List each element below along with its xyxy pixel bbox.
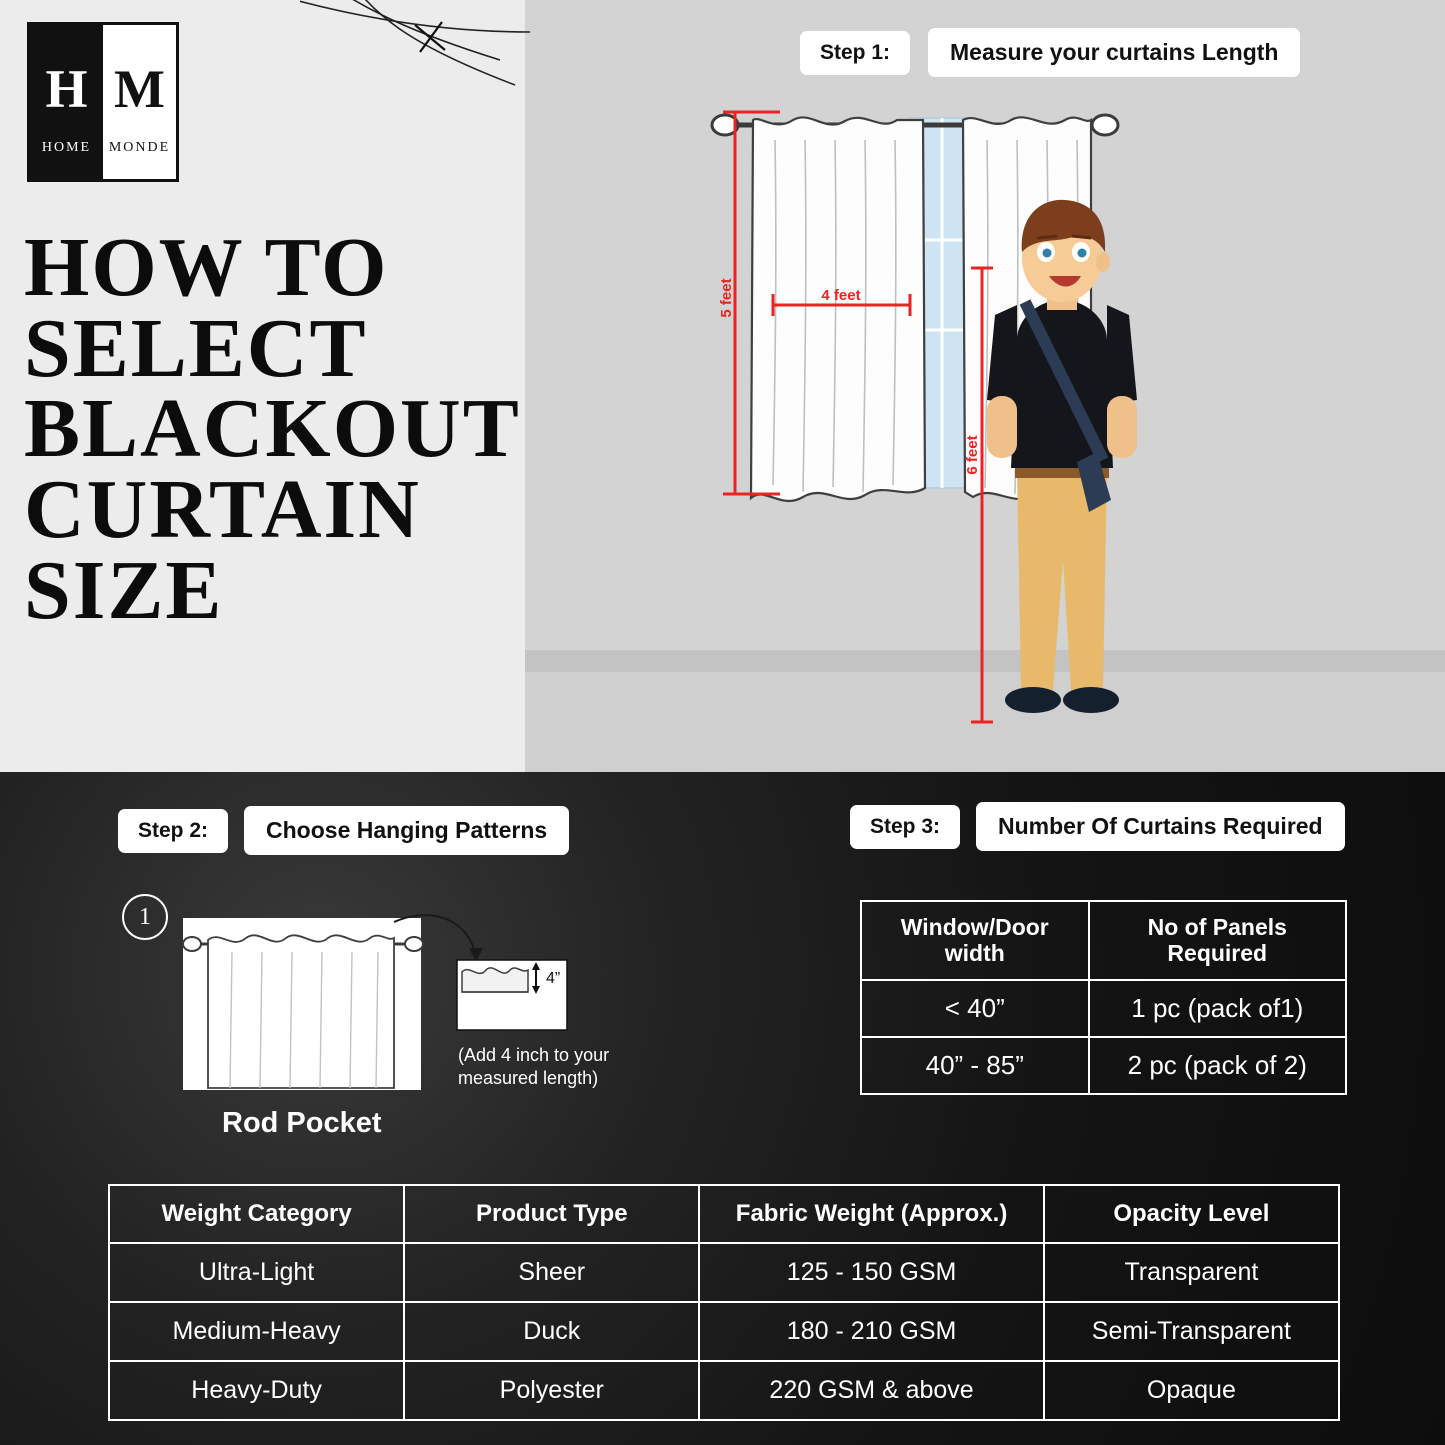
weight-row3-product: Polyester — [404, 1361, 699, 1420]
svg-text:6 feet: 6 feet — [964, 435, 981, 475]
weight-row3-category: Heavy-Duty — [109, 1361, 404, 1420]
step2-badge: Step 2: — [118, 809, 228, 853]
weight-row2-product: Duck — [404, 1302, 699, 1361]
weight-header-fabric: Fabric Weight (Approx.) — [699, 1185, 1043, 1243]
curtain-measure-illustration — [525, 0, 1445, 772]
panels-row2-width: 40” - 85” — [861, 1037, 1089, 1094]
weight-row1-category: Ultra-Light — [109, 1243, 404, 1302]
panels-header-width: Window/Door width — [861, 901, 1089, 980]
table-row — [109, 1302, 1339, 1361]
panels-row1-width: < 40” — [861, 980, 1089, 1037]
weight-row2-opacity: Semi-Transparent — [1044, 1302, 1339, 1361]
step2-header — [118, 806, 569, 855]
panels-required-table — [860, 900, 1347, 1095]
weight-header-product: Product Type — [404, 1185, 699, 1243]
table-header-row — [861, 901, 1346, 980]
weight-header-opacity: Opacity Level — [1044, 1185, 1339, 1243]
step1-badge: Step 1: — [800, 31, 910, 75]
weight-row2-category: Medium-Heavy — [109, 1302, 404, 1361]
table-row — [109, 1361, 1339, 1420]
page-title: HOW TO SELECT BLACKOUT CURTAIN SIZE — [24, 221, 520, 637]
table-row — [861, 980, 1346, 1037]
weight-row1-fabric: 125 - 150 GSM — [699, 1243, 1043, 1302]
step3-header — [850, 802, 1345, 851]
weight-row3-opacity: Opaque — [1044, 1361, 1339, 1420]
scribble-decoration — [300, 0, 560, 100]
bottom-section — [0, 772, 1445, 1445]
svg-text:4”: 4” — [546, 970, 561, 987]
logo-letter-m: M — [114, 59, 165, 119]
logo-right-half — [103, 25, 176, 179]
weight-row2-fabric: 180 - 210 GSM — [699, 1302, 1043, 1361]
table-header-row — [109, 1185, 1339, 1243]
logo-letter-h: H — [45, 59, 88, 119]
weight-row1-product: Sheer — [404, 1243, 699, 1302]
weight-row1-opacity: Transparent — [1044, 1243, 1339, 1302]
table-row — [109, 1243, 1339, 1302]
logo-left-half — [30, 25, 103, 179]
panels-header-count: No of Panels Required — [1089, 901, 1346, 980]
fabric-weight-table — [108, 1184, 1340, 1421]
step3-title: Number Of Curtains Required — [976, 802, 1345, 851]
weight-header-category: Weight Category — [109, 1185, 404, 1243]
rod-pocket-note: (Add 4 inch to your measured length) — [458, 1045, 610, 1088]
svg-text:5 feet: 5 feet — [718, 278, 735, 318]
logo-word-monde: MONDE — [108, 140, 171, 155]
svg-text:4 feet: 4 feet — [821, 287, 861, 304]
logo-word-home: HOME — [41, 140, 92, 155]
panels-row1-count: 1 pc (pack of1) — [1089, 980, 1346, 1037]
step1-title: Measure your curtains Length — [928, 28, 1300, 77]
step2-title: Choose Hanging Patterns — [244, 806, 569, 855]
panels-row2-count: 2 pc (pack of 2) — [1089, 1037, 1346, 1094]
step3-badge: Step 3: — [850, 805, 960, 849]
rod-pocket-label: Rod Pocket — [222, 1107, 382, 1139]
pattern-number-badge: 1 — [122, 894, 168, 940]
weight-row3-fabric: 220 GSM & above — [699, 1361, 1043, 1420]
brand-logo — [27, 22, 179, 182]
table-row — [861, 1037, 1346, 1094]
